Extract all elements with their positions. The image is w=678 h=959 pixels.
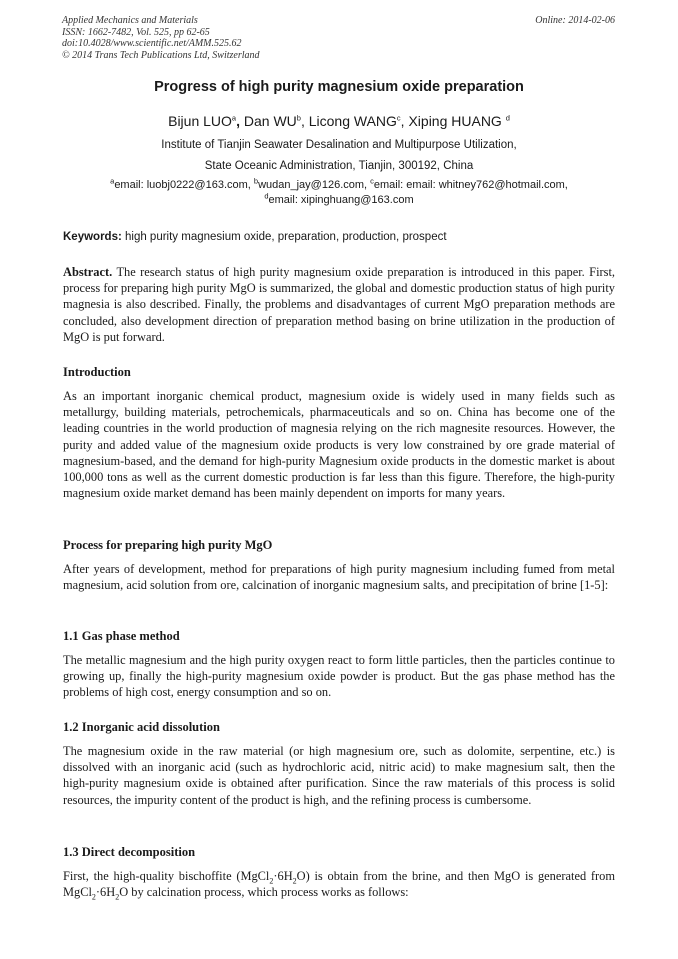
subscript: 2: [91, 892, 96, 902]
journal-header: [62, 15, 260, 61]
section-heading-introduction: Introduction: [63, 365, 131, 379]
author-mark: b: [296, 113, 301, 123]
email-mark: c: [370, 176, 374, 186]
author-mark: c: [396, 113, 401, 123]
section-heading-process: Process for preparing high purity MgO: [63, 538, 273, 552]
email-mark: d: [264, 191, 269, 201]
author-separator: ,: [300, 113, 309, 129]
email-line-1: [0, 178, 678, 193]
direct-decomposition-paragraph: [63, 868, 615, 900]
copyright-line: © 2014 Trans Tech Publications Ltd, Switzerland: [62, 49, 260, 61]
introduction-paragraph: As an important inorganic chemical product, magnesium oxide is widely used in many fields such as metallurgy, building materials, petrochemicals, pharmaceuticals and so on. China has become one of the leading countries in the world production of magnesia relying on the rich magnesite resources. However, the purity and added value of the magnesium oxide products is very low constrained by ore grade material of magnesium-based, and the demand for high-purity Magnesium oxide products in the domestic market is about 100,000 tons as well as the current domestic production is far less than this figure. Therefore, the high-purity magnesium oxide market demand has been mainly dependent on imports for many years.: [63, 389, 615, 501]
abstract-text: The research status of high purity magnesium oxide preparation is introduced in this paper. First, process for preparing high purity MgO is summarized, the global and domestic production status of high purity magnesia is also described. Finally, the problems and disadvantages of current MgO preparation methods are concluded, also development direction of preparation method basing on brine utilization in the production of MgO is put forward.: [63, 265, 616, 344]
email-d[interactable]: email: xipinghuang@163.com: [268, 194, 414, 206]
keywords-label: Keywords:: [63, 231, 122, 243]
author-emails: [0, 178, 678, 208]
acid-dissolution-paragraph: The magnesium oxide in the raw material (or high magnesium ore, such as dolomite, serpentine, etc.) is dissolved with an inorganic acid (such as hydrochloric acid, nitric acid) to make magnesium salt, then the high-purity magnesium oxide is obtained after purification. Since the raw materials of this process is solid resources, the impurity content of the product is high, and the refining process is cumbersome.: [63, 744, 615, 807]
gas-phase-paragraph: The metallic magnesium and the high purity oxygen react to form little particles, then the particles continue to growing up, finally the high-purity magnesium oxide powder is product. But the gas phase method has the problems of high cost, energy consumption and so on.: [63, 653, 615, 700]
email-c[interactable]: email: email: whitney762@hotmail.com,: [373, 179, 568, 191]
author-list: [0, 113, 678, 129]
text-run: ·6H: [273, 869, 293, 883]
doi-line[interactable]: doi:10.4028/www.scientific.net/AMM.525.62: [62, 38, 242, 49]
author-separator: ,: [400, 113, 409, 129]
text-run: O) is obtain from the brine, and then MgO is generated from MgCl: [63, 869, 615, 900]
process-paragraph: After years of development, method for preparations of high purity magnesium including fumed from metal magnesium, acid solution from ore, calcination of inorganic magnesium salts, and precipitation of brine [1-5]:: [63, 562, 615, 593]
author-name: Bijun LUO: [168, 113, 232, 129]
author-mark: d: [505, 113, 510, 123]
keywords-text: high purity magnesium oxide, preparation, production, prospect: [125, 231, 447, 243]
section-heading-gas-phase: 1.1 Gas phase method: [63, 629, 180, 643]
text-run: ·6H: [95, 885, 116, 900]
section-heading-direct-decomposition: 1.3 Direct decomposition: [63, 845, 196, 859]
subscript: 2: [292, 876, 297, 886]
email-a[interactable]: email: luobj0222@163.com,: [114, 179, 254, 191]
affiliation-line-2: State Oceanic Administration, Tianjin, 300192, China: [204, 160, 474, 172]
email-mark: a: [110, 176, 115, 186]
author-separator: ,: [236, 113, 244, 129]
subscript: 2: [115, 892, 120, 902]
author-mark: a: [231, 113, 237, 123]
author-name: Xiping HUANG: [408, 113, 506, 129]
text-run: First, the high-quality bischoffite (MgCl: [63, 869, 270, 883]
keywords: [63, 231, 447, 243]
subscript: 2: [269, 876, 274, 886]
author-name: Dan WU: [243, 113, 297, 129]
email-line-2: [0, 193, 678, 208]
section-heading-acid-dissolution: 1.2 Inorganic acid dissolution: [63, 720, 220, 734]
affiliation-line-1: Institute of Tianjin Seawater Desalination and Multipurpose Utilization,: [161, 139, 517, 151]
journal-name: Applied Mechanics and Materials: [62, 15, 198, 26]
text-run: O by calcination process, which process works as follows:: [119, 885, 409, 900]
issn-line: ISSN: 1662-7482, Vol. 525, pp 62-65: [62, 26, 210, 38]
author-name: Licong WANG: [308, 113, 397, 129]
abstract-label: Abstract.: [63, 265, 113, 279]
online-date: Online: 2014-02-06: [535, 15, 615, 26]
abstract-paragraph: [63, 264, 615, 345]
email-b[interactable]: wudan_jay@126.com,: [258, 179, 371, 191]
email-mark: b: [253, 176, 259, 186]
paper-title: Progress of high purity magnesium oxide preparation: [154, 79, 524, 95]
